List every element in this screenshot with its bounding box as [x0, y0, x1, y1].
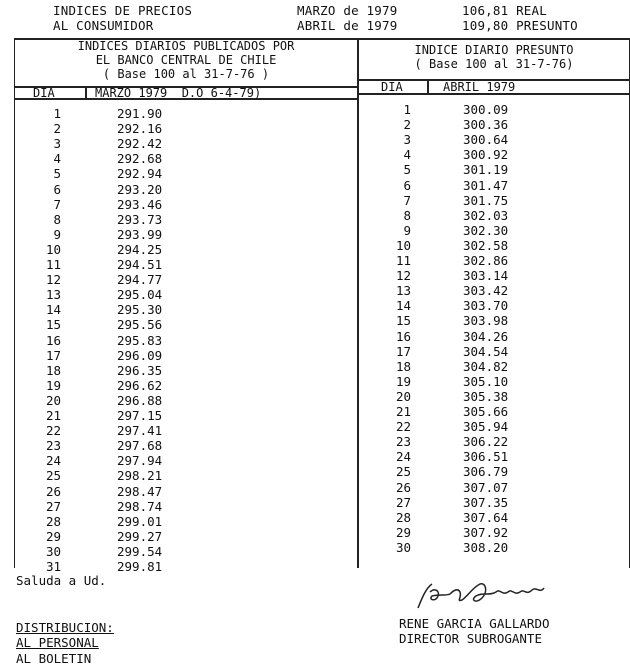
- table-row-day: 6: [53, 181, 61, 197]
- table-row-day: 19: [395, 373, 411, 389]
- table-row-day: 20: [395, 388, 411, 404]
- table-row-day: 26: [45, 483, 61, 499]
- table-row-value: 305.66: [463, 404, 509, 419]
- table-row-value: 306.22: [463, 434, 509, 450]
- table-row-day: 3: [53, 136, 61, 152]
- table-row-day: 4: [53, 151, 61, 167]
- table-row-day: 25: [395, 464, 411, 480]
- table-row-day: 28: [45, 513, 61, 529]
- table-row-value: 295.04: [117, 287, 163, 303]
- period2-value: 109,80 PRESUNTO: [462, 18, 578, 33]
- table-row-value: 295.56: [117, 317, 163, 333]
- signer-name: RENE GARCIA GALLARDO: [399, 616, 550, 631]
- table-row-day: 23: [395, 434, 411, 450]
- table-row-value: 297.94: [117, 453, 163, 469]
- table-row-value: 292.68: [117, 151, 163, 167]
- signer-title: DIRECTOR SUBROGANTE: [399, 631, 542, 646]
- table-row-value: 306.51: [463, 449, 509, 465]
- left-colhead-divider: [85, 86, 87, 99]
- table-row-value: 304.26: [463, 328, 509, 344]
- table-row-day: 22: [395, 419, 411, 435]
- table-row-day: 9: [403, 222, 411, 238]
- table-row-value: 297.68: [117, 438, 163, 454]
- table-row-value: 307.92: [463, 524, 509, 540]
- handwritten-signature: [410, 578, 560, 618]
- table-row-day: 5: [53, 166, 61, 182]
- table-row-value: 304.54: [463, 343, 509, 359]
- table-row-day: 30: [45, 543, 61, 559]
- table-row-day: 8: [403, 207, 411, 223]
- table-row-day: 27: [395, 494, 411, 510]
- table-row-day: 17: [45, 347, 61, 363]
- table-row-day: 6: [403, 177, 411, 193]
- table-row-value: 305.10: [463, 373, 509, 389]
- greeting: Saluda a Ud.: [16, 573, 107, 588]
- table-row-value: 301.47: [463, 177, 509, 193]
- table-row-day: 26: [395, 479, 411, 495]
- table-row-day: 29: [395, 524, 411, 540]
- table-row-day: 10: [395, 237, 411, 253]
- table-row-day: 29: [45, 528, 61, 544]
- table-row-value: 299.27: [117, 528, 163, 544]
- table-row-day: 30: [395, 539, 411, 555]
- table-row-day: 11: [395, 253, 411, 268]
- table-row-value: 303.98: [463, 313, 509, 329]
- table-row-day: 28: [395, 509, 411, 525]
- table-row-value: 296.88: [117, 392, 163, 408]
- table-row-value: 296.62: [117, 377, 163, 393]
- table-row-day: 2: [403, 117, 411, 133]
- table-row-day: 7: [53, 196, 61, 212]
- table-row-day: 11: [45, 257, 61, 272]
- table-row-day: 21: [45, 408, 61, 423]
- table-row-day: 9: [53, 226, 61, 242]
- period1-value: 106,81 REAL: [462, 3, 547, 18]
- table-row-day: 16: [395, 328, 411, 344]
- table-row-value: 305.38: [463, 388, 509, 404]
- table-row-value: 302.86: [463, 253, 509, 268]
- table-row-value: 298.47: [117, 483, 163, 499]
- table-row-value: 291.90: [117, 106, 163, 121]
- table-row-day: 21: [395, 404, 411, 419]
- table-row-value: 307.64: [463, 509, 509, 525]
- distribution-item-boletin: AL BOLETIN: [16, 651, 92, 666]
- table-row-value: 308.20: [463, 539, 509, 555]
- table-row-value: 300.92: [463, 147, 509, 163]
- doc-title-line1: INDICES DE PRECIOS: [53, 3, 193, 18]
- table-row-day: 3: [403, 132, 411, 148]
- table-row-value: 295.30: [117, 302, 163, 318]
- table-row-value: 293.73: [117, 211, 163, 227]
- table-row-day: 7: [403, 192, 411, 208]
- table-row-day: 23: [45, 438, 61, 454]
- table-row-value: 302.03: [463, 207, 509, 223]
- table-row-day: 5: [403, 162, 411, 178]
- table-row-value: 297.15: [117, 408, 163, 423]
- table-row-value: 306.79: [463, 464, 509, 480]
- table-row-value: 302.30: [463, 222, 509, 238]
- table-row-value: 296.35: [117, 362, 163, 378]
- table-row-value: 296.09: [117, 347, 163, 363]
- table-row-value: 294.77: [117, 272, 163, 288]
- table-row-value: 292.94: [117, 166, 163, 182]
- right-caption-line1: INDICE DIARIO PRESUNTO: [414, 43, 574, 57]
- table-row-value: 303.70: [463, 298, 509, 314]
- table-row-value: 303.14: [463, 268, 509, 284]
- period1-month: MARZO de 1979: [297, 3, 398, 18]
- right-col-day-header: DIA: [381, 80, 403, 94]
- table-row-day: 16: [45, 332, 61, 348]
- doc-title-line2: AL CONSUMIDOR: [53, 18, 154, 33]
- period2-month: ABRIL de 1979: [297, 18, 398, 33]
- table-row-value: 301.19: [463, 162, 509, 178]
- table-row-value: 299.81: [117, 559, 163, 574]
- table-row-day: 15: [395, 313, 411, 329]
- left-caption-line3: ( Base 100 al 31-7-76 ): [102, 67, 270, 81]
- table-row-value: 307.35: [463, 494, 509, 510]
- table-row-value: 292.42: [117, 136, 163, 152]
- table-row-day: 13: [395, 283, 411, 299]
- table-row-value: 297.41: [117, 423, 163, 439]
- table-row-day: 20: [45, 392, 61, 408]
- table-row-day: 1: [53, 106, 61, 121]
- table-row-value: 301.75: [463, 192, 509, 208]
- right-colhead-divider: [427, 79, 429, 94]
- table-row-value: 293.46: [117, 196, 163, 212]
- table-row-value: 302.58: [463, 237, 509, 253]
- table-row-value: 299.01: [117, 513, 163, 529]
- table-row-day: 24: [45, 453, 61, 469]
- right-caption-line2: ( Base 100 al 31-7-76): [414, 57, 574, 71]
- left-col-day-header: DIA: [33, 86, 55, 100]
- table-row-value: 293.99: [117, 226, 163, 242]
- table-row-day: 18: [395, 358, 411, 374]
- table-row-value: 294.25: [117, 241, 163, 257]
- table-center-divider: [357, 38, 359, 568]
- left-caption-line1: INDICES DIARIOS PUBLICADOS POR: [77, 39, 295, 53]
- table-row-day: 19: [45, 377, 61, 393]
- table-row-day: 4: [403, 147, 411, 163]
- table-row-value: 305.94: [463, 419, 509, 435]
- distribution-label: DISTRIBUCION:: [16, 620, 114, 635]
- distribution-item-personal: AL PERSONAL: [16, 635, 99, 650]
- table-row-day: 10: [45, 241, 61, 257]
- table-row-value: 300.64: [463, 132, 509, 148]
- table-row-value: 304.82: [463, 358, 509, 374]
- table-row-value: 294.51: [117, 257, 163, 272]
- table-row-day: 12: [45, 272, 61, 288]
- table-row-day: 1: [403, 102, 411, 117]
- table-row-day: 22: [45, 423, 61, 439]
- table-row-value: 298.21: [117, 468, 163, 484]
- table-row-day: 8: [53, 211, 61, 227]
- index-table: [14, 38, 630, 574]
- table-row-day: 13: [45, 287, 61, 303]
- table-row-day: 2: [53, 121, 61, 137]
- left-col-value-header: MARZO 1979 D.O 6-4-79): [95, 86, 262, 100]
- table-row-value: 298.74: [117, 498, 163, 514]
- table-row-value: 292.16: [117, 121, 163, 137]
- left-caption-line2: EL BANCO CENTRAL DE CHILE: [95, 53, 277, 67]
- table-row-value: 299.54: [117, 543, 163, 559]
- table-row-day: 24: [395, 449, 411, 465]
- table-row-value: 307.07: [463, 479, 509, 495]
- table-row-value: 300.09: [463, 102, 509, 117]
- table-row-day: 15: [45, 317, 61, 333]
- table-row-day: 18: [45, 362, 61, 378]
- table-row-day: 25: [45, 468, 61, 484]
- table-row-day: 17: [395, 343, 411, 359]
- table-row-day: 12: [395, 268, 411, 284]
- table-row-value: 303.42: [463, 283, 509, 299]
- table-row-day: 14: [45, 302, 61, 318]
- table-row-value: 293.20: [117, 181, 163, 197]
- table-row-day: 31: [45, 559, 61, 574]
- table-row-value: 295.83: [117, 332, 163, 348]
- table-row-day: 14: [395, 298, 411, 314]
- right-col-value-header: ABRIL 1979: [443, 80, 516, 94]
- table-row-value: 300.36: [463, 117, 509, 133]
- table-row-day: 27: [45, 498, 61, 514]
